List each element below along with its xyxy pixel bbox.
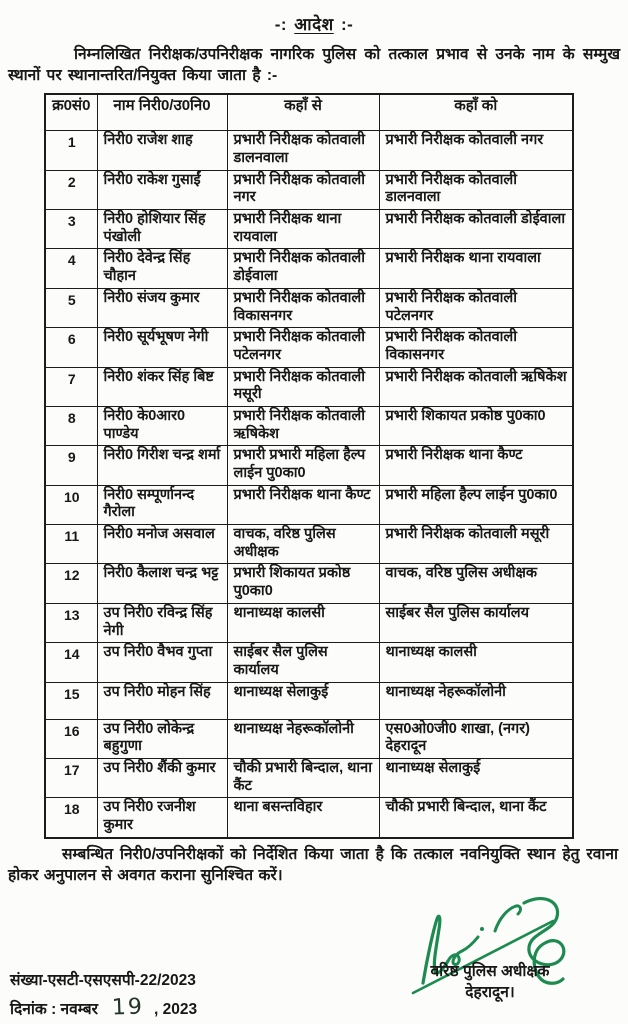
from-cell: थानाध्यक्ष सेलाकुई [227, 682, 379, 719]
from-cell: थानाध्यक्ष नेहरूकॉलोनी [227, 719, 379, 758]
from-cell: प्रभारी निरीक्षक कोतवाली ऋषिकेश [227, 406, 379, 445]
name-cell: उप निरी0 रजनीश कुमार [97, 798, 227, 838]
from-cell: चौकी प्रभारी बिन्दाल, थाना कैंट [227, 758, 379, 797]
to-cell: प्रभारी निरीक्षक थाना कैण्ट [379, 446, 573, 485]
column-header: कहाँ को [379, 94, 573, 131]
title-word: आदेश [294, 15, 334, 34]
to-cell: प्रभारी शिकायत प्रकोष्ठ पु0का0 [379, 406, 573, 445]
serial-cell: 18 [45, 798, 97, 838]
from-cell: प्रभारी शिकायत प्रकोष्ठ पु0का0 [227, 564, 379, 603]
to-cell: प्रभारी निरीक्षक कोतवाली विकासनगर [379, 328, 573, 367]
column-header: नाम निरी0/उ0नि0 [97, 94, 227, 131]
name-cell: निरी0 मनोज असवाल [97, 525, 227, 564]
name-cell: निरी0 संजय कुमार [97, 288, 227, 327]
name-cell: उप निरी0 मोहन सिंह [97, 682, 227, 719]
table-row [45, 719, 573, 758]
to-cell: प्रभारी निरीक्षक कोतवाली डालनवाला [379, 170, 573, 209]
table-row [45, 406, 573, 445]
signature-block [380, 891, 600, 1004]
serial-cell: 8 [45, 406, 97, 445]
table-header-row [45, 94, 573, 131]
to-cell: थानाध्यक्ष नेहरूकॉलोनी [379, 682, 573, 719]
serial-cell: 1 [45, 131, 97, 170]
table-row [45, 758, 573, 797]
serial-cell: 11 [45, 525, 97, 564]
signatory-place: देहरादून। [465, 984, 515, 1002]
column-header: क्र0सं0 [45, 94, 97, 131]
serial-cell: 5 [45, 288, 97, 327]
to-cell: प्रभारी निरीक्षक कोतवाली पटेलनगर [379, 288, 573, 327]
to-cell: वाचक, वरिष्ठ पुलिस अधीक्षक [379, 564, 573, 603]
table-row [45, 367, 573, 406]
table-row [45, 643, 573, 682]
name-cell: निरी0 राकेश गुसाईं [97, 170, 227, 209]
serial-cell: 15 [45, 682, 97, 719]
serial-cell: 4 [45, 249, 97, 288]
reference-number: संख्या-एसटी-एसएसपी-22/2023 [10, 971, 196, 989]
from-cell: प्रभारी निरीक्षक कोतवाली नगर [227, 170, 379, 209]
document-title [0, 0, 628, 35]
from-cell: प्रभारी निरीक्षक कोतवाली पटेलनगर [227, 328, 379, 367]
name-cell: निरी0 कैलाश चन्द्र भट्ट [97, 564, 227, 603]
to-cell: एस0ओ0जी0 शाखा, (नगर) देहरादून [379, 719, 573, 758]
to-cell: प्रभारी निरीक्षक कोतवाली ऋषिकेश [379, 367, 573, 406]
from-cell: प्रभारी निरीक्षक कोतवाली डालनवाला [227, 131, 379, 170]
table-row [45, 798, 573, 838]
table-row [45, 682, 573, 719]
serial-cell: 6 [45, 328, 97, 367]
to-cell: चौकी प्रभारी बिन्दाल, थाना कैंट [379, 798, 573, 838]
name-cell: निरी0 सम्पूर्णानन्द गैरोला [97, 485, 227, 524]
date-label: दिनांक : नवम्बर [10, 1000, 98, 1018]
table-row [45, 210, 573, 249]
name-cell: निरी0 गिरीश चन्द्र शर्मा [97, 446, 227, 485]
table-row [45, 446, 573, 485]
from-cell: प्रभारी निरीक्षक थाना कैण्ट [227, 485, 379, 524]
to-cell: साईबर सैल पुलिस कार्यालय [379, 603, 573, 642]
closing-paragraph: सम्बन्धित निरी0/उपनिरीक्षकों को निर्देशित किया जाता है कि तत्काल नवनियुक्ति स्थान हेतु रवाना होकर अनुपालन से अवगत कराना सुनिश्चित करें। [8, 845, 618, 884]
name-cell: निरी0 के0आर0 पाण्डेय [97, 406, 227, 445]
name-cell: उप निरी0 रविन्द्र सिंह नेगी [97, 603, 227, 642]
footer [0, 905, 628, 1024]
table-row [45, 131, 573, 170]
intro-paragraph: निम्नलिखित निरीक्षक/उपनिरीक्षक नागरिक पुलिस को तत्काल प्रभाव से उनके नाम के सम्मुख स्थानों पर स्थानान्तरित/नियुक्त किया जाता है :- [8, 46, 620, 84]
date-line [10, 993, 197, 1024]
to-cell: प्रभारी निरीक्षक कोतवाली नगर [379, 131, 573, 170]
name-cell: निरी0 देवेन्द्र सिंह चौहान [97, 249, 227, 288]
serial-cell: 2 [45, 170, 97, 209]
title-suffix: :- [340, 15, 354, 34]
serial-cell: 16 [45, 719, 97, 758]
table-row [45, 288, 573, 327]
serial-cell: 12 [45, 564, 97, 603]
table-row [45, 170, 573, 209]
from-cell: थाना बसन्तविहार [227, 798, 379, 838]
signatory-title: वरिष्ठ पुलिस अधीक्षक [430, 962, 550, 980]
from-cell: प्रभारी निरीक्षक कोतवाली मसूरी [227, 367, 379, 406]
table-row [45, 485, 573, 524]
to-cell: प्रभारी महिला हैल्प लाईन पु0का0 [379, 485, 573, 524]
to-cell: प्रभारी निरीक्षक कोतवाली डोईवाला [379, 210, 573, 249]
name-cell: निरी0 होशियार सिंह पंखोली [97, 210, 227, 249]
serial-cell: 7 [45, 367, 97, 406]
table-row [45, 249, 573, 288]
from-cell: वाचक, वरिष्ठ पुलिस अधीक्षक [227, 525, 379, 564]
to-cell: प्रभारी निरीक्षक थाना रायवाला [379, 249, 573, 288]
reference-block [10, 969, 197, 1024]
name-cell: निरी0 शंकर सिंह बिष्ट [97, 367, 227, 406]
to-cell: प्रभारी निरीक्षक कोतवाली मसूरी [379, 525, 573, 564]
from-cell: थानाध्यक्ष कालसी [227, 603, 379, 642]
serial-cell: 9 [45, 446, 97, 485]
from-cell: प्रभारी निरीक्षक थाना रायवाला [227, 210, 379, 249]
title-prefix: -: [274, 15, 288, 34]
serial-cell: 17 [45, 758, 97, 797]
signature-dot [480, 927, 484, 931]
serial-cell: 14 [45, 643, 97, 682]
table-row [45, 525, 573, 564]
serial-cell: 10 [45, 485, 97, 524]
from-cell: साईबर सैल पुलिस कार्यालय [227, 643, 379, 682]
to-cell: थानाध्यक्ष सेलाकुई [379, 758, 573, 797]
name-cell: निरी0 सूर्यभूषण नेगी [97, 328, 227, 367]
from-cell: प्रभारी निरीक्षक कोतवाली डोईवाला [227, 249, 379, 288]
name-cell: उप निरी0 शैंकी कुमार [97, 758, 227, 797]
name-cell: निरी0 राजेश शाह [97, 131, 227, 170]
handwritten-date-day: 19 [111, 994, 145, 1021]
serial-cell: 13 [45, 603, 97, 642]
from-cell: प्रभारी प्रभारी महिला हैल्प लाईन पु0का0 [227, 446, 379, 485]
transfer-table [44, 93, 574, 839]
from-cell: प्रभारी निरीक्षक कोतवाली विकासनगर [227, 288, 379, 327]
to-cell: थानाध्यक्ष कालसी [379, 643, 573, 682]
name-cell: उप निरी0 वैभव गुप्ता [97, 643, 227, 682]
table-row [45, 328, 573, 367]
table-body [45, 131, 573, 838]
serial-cell: 3 [45, 210, 97, 249]
name-cell: उप निरी0 लोकेन्द्र बहुगुणा [97, 719, 227, 758]
column-header: कहाँ से [227, 94, 379, 131]
table-row [45, 603, 573, 642]
date-year: , 2023 [154, 1000, 198, 1018]
table-row [45, 564, 573, 603]
